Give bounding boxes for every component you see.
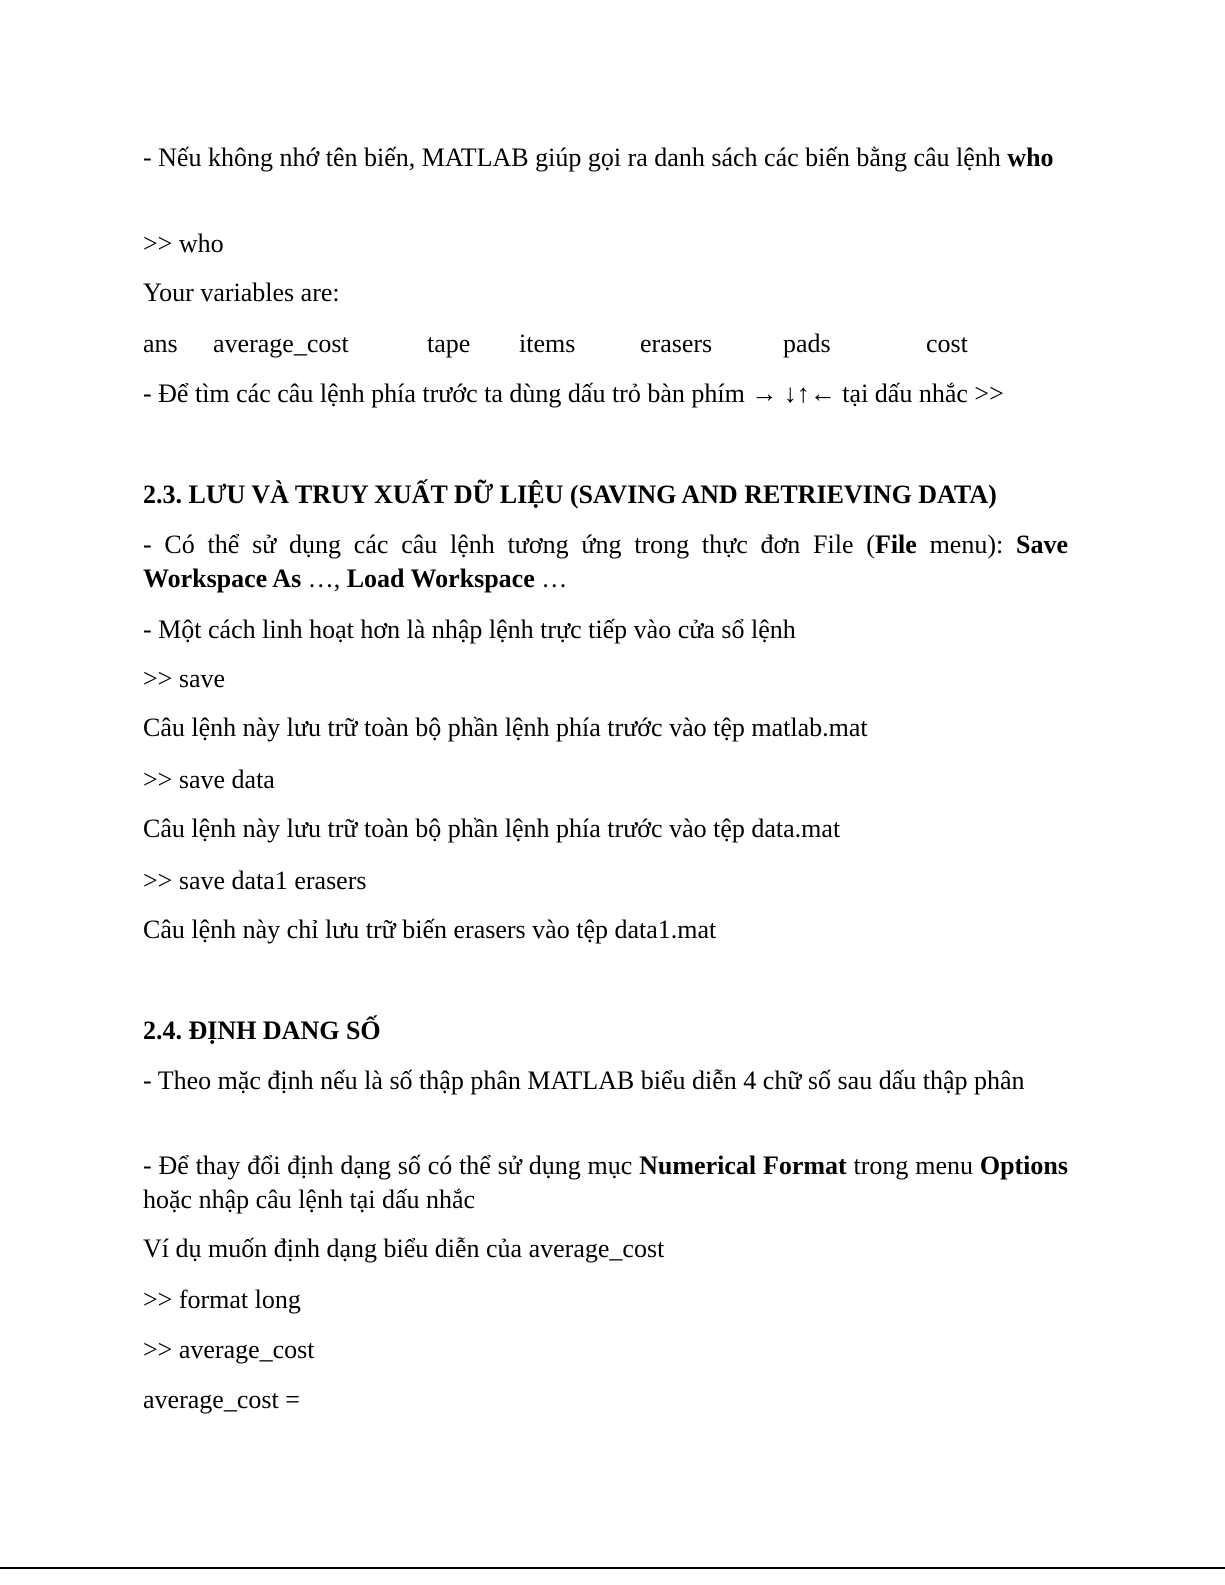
file-menu-text: menu): — [916, 530, 1016, 559]
paragraph-change-format — [143, 1149, 1068, 1217]
who-keyword: who — [1007, 143, 1054, 172]
section-heading-2-3: 2.3. LƯU VÀ TRUY XUẤT DỮ LIỆU (SAVING AND RETRIEVING DATA) — [143, 480, 997, 509]
paragraph-file-menu — [143, 528, 1068, 596]
variable-name: tape — [427, 329, 471, 358]
change-format-text: hoặc nhập câu lệnh tại dấu nhắc — [143, 1185, 476, 1214]
paragraph-example: Ví dụ muốn định dạng biểu diễn của average_cost — [143, 1234, 665, 1263]
variable-name: cost — [926, 329, 968, 358]
numerical-format-keyword: Numerical Format — [639, 1151, 847, 1180]
variable-name: items — [519, 329, 576, 358]
load-workspace-keyword: Load Workspace — [346, 564, 535, 593]
description-save-data1: Câu lệnh này chỉ lưu trữ biến erasers vào tệp data1.mat — [143, 915, 717, 944]
variable-name: average_cost — [213, 329, 349, 358]
file-menu-text: … — [534, 564, 568, 593]
variable-name: erasers — [640, 329, 713, 358]
command-who: >> who — [143, 229, 224, 258]
save-workspace-keyword: Save Workspace As — [143, 530, 1068, 593]
file-menu-text: - Có thể sử dụng các câu lệnh tương ứng trong thực đơn File ( — [143, 530, 875, 559]
page-bottom-divider — [0, 1567, 1225, 1569]
who-intro-text: - Nếu không nhớ tên biến, MATLAB giúp gọi ra danh sách các biến bằng câu lệnh — [143, 143, 1008, 172]
variable-name: ans — [143, 329, 178, 358]
command-save-data: >> save data — [143, 765, 275, 794]
description-save: Câu lệnh này lưu trữ toàn bộ phần lệnh phía trước vào tệp matlab.mat — [143, 713, 868, 742]
file-menu-text: …, — [301, 564, 347, 593]
variables-label: Your variables are: — [143, 278, 340, 307]
command-format-long: >> format long — [143, 1285, 301, 1314]
change-format-text: - Để thay đổi định dạng số có thể sử dụng mục — [143, 1151, 640, 1180]
options-keyword: Options — [979, 1151, 1068, 1180]
section-heading-2-4: 2.4. ĐỊNH DANG SỐ — [143, 1016, 381, 1045]
command-save-data1: >> save data1 erasers — [143, 866, 367, 895]
paragraph-command-window: - Một cách linh hoạt hơn là nhập lệnh trực tiếp vào cửa sổ lệnh — [143, 615, 796, 644]
paragraph-arrow-keys: - Để tìm các câu lệnh phía trước ta dùng dấu trỏ bàn phím → ↓↑← tại dấu nhắc >> — [143, 379, 1004, 408]
command-average-cost: >> average_cost — [143, 1335, 315, 1364]
file-keyword: File — [874, 530, 917, 559]
description-save-data: Câu lệnh này lưu trữ toàn bộ phần lệnh phía trước vào tệp data.mat — [143, 814, 841, 843]
variables-list — [0, 327, 1225, 363]
variable-name: pads — [783, 329, 831, 358]
result-average-cost: average_cost = — [143, 1385, 300, 1414]
paragraph-default-format: - Theo mặc định nếu là số thập phân MATLAB biểu diễn 4 chữ số sau dấu thập phân — [143, 1066, 1025, 1095]
command-save: >> save — [143, 664, 226, 693]
paragraph-who-intro — [143, 141, 1068, 175]
change-format-text: trong menu — [846, 1151, 980, 1180]
